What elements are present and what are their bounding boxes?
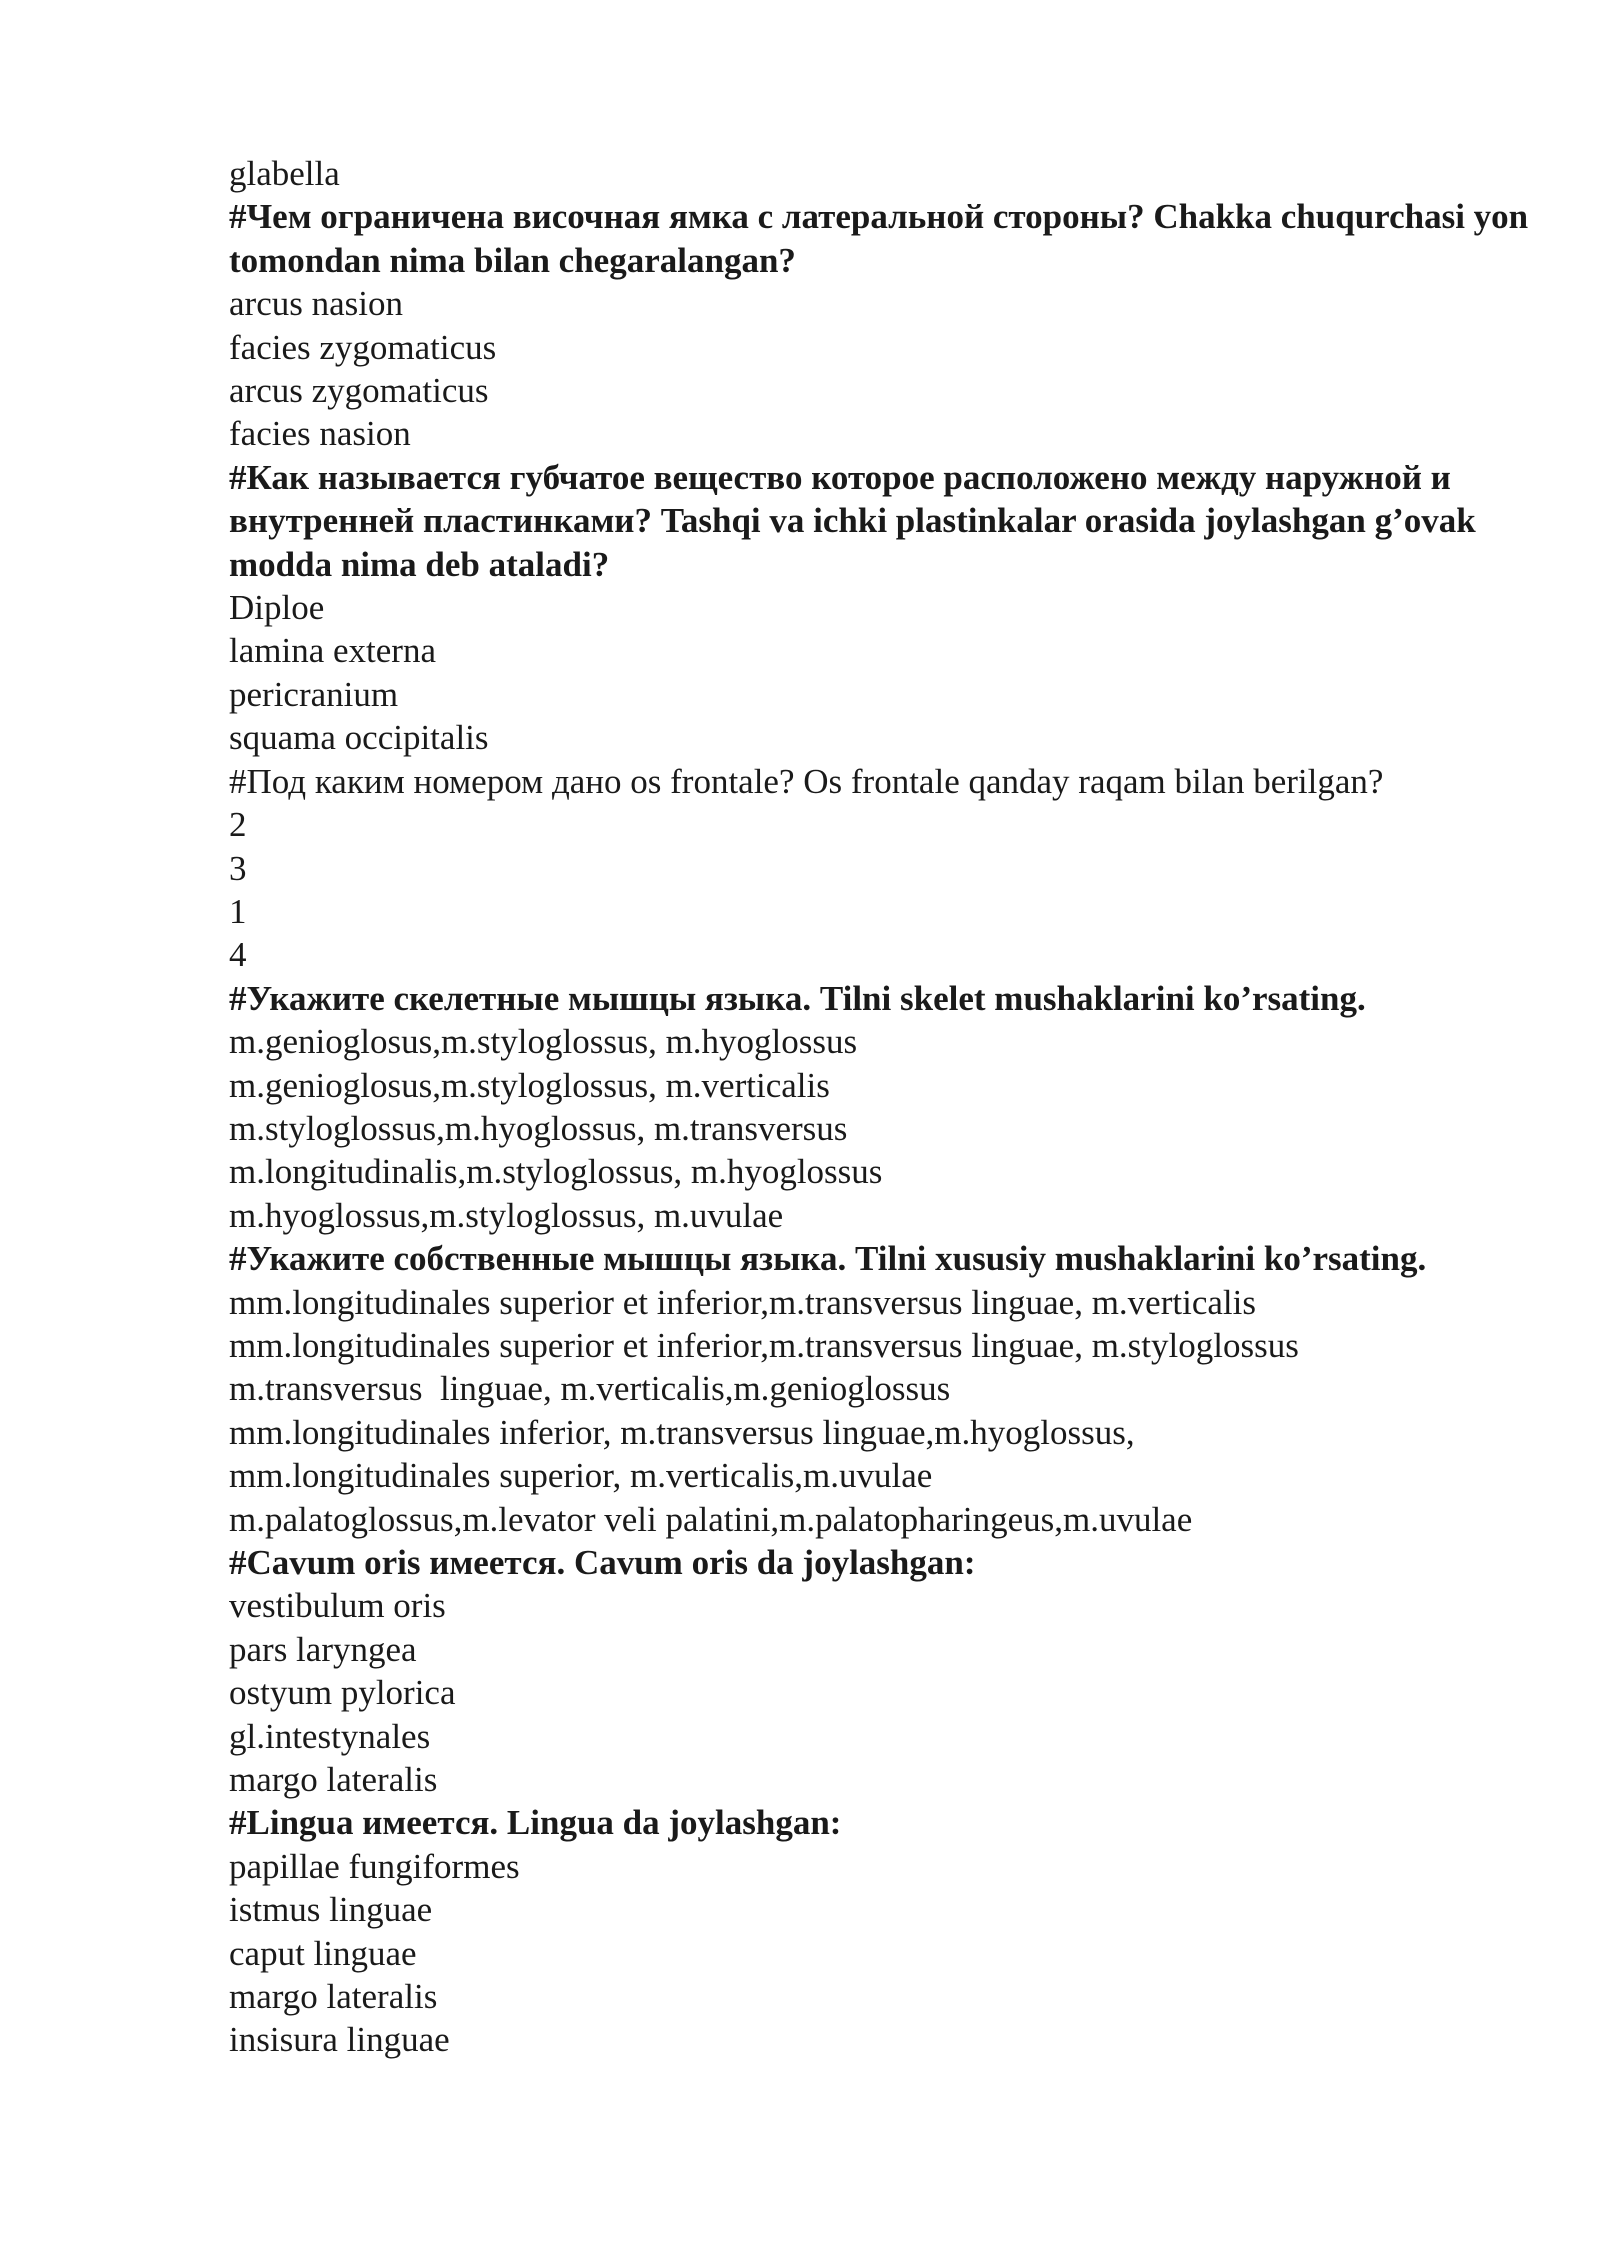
document-page [229,152,1529,2062]
answer-option: arcus nasion [229,284,403,324]
answer-option: mm.longitudinales superior, m.verticalis,m.uvulae [229,1456,933,1496]
answer-option: m.hyoglossus,m.styloglossus, m.uvulae [229,1195,784,1235]
question-text: #Укажите собственные мышцы языка. Tilni xususiy mushaklarini ko’rsating. [229,1239,1427,1279]
answer-option: Diploe [229,588,325,628]
answer-option: m.styloglossus,m.hyoglossus, m.transversus [229,1108,848,1148]
answer-option: 1 [229,891,247,931]
answer-option: margo lateralis [229,1760,438,1800]
answer-option: caput linguae [229,1933,417,1973]
question-text: #Lingua имеется. Lingua da joylashgan: [229,1803,842,1843]
answer-option: mm.longitudinales inferior, m.transversus linguae,m.hyoglossus, [229,1412,1135,1452]
answer-option: mm.longitudinales superior et inferior,m.transversus linguae, m.verticalis [229,1282,1256,1322]
question-block [229,195,1529,455]
answer-option: lamina externa [229,631,436,671]
answer-option: istmus linguae [229,1890,433,1930]
answer-option: squama occipitalis [229,718,489,758]
answer-option: m.palatoglossus,m.levator veli palatini,m.palatopharingeus,m.uvulae [229,1499,1193,1539]
answer-option: m.longitudinalis,m.styloglossus, m.hyoglossus [229,1152,883,1192]
question-block [229,760,1529,977]
answer-option: m.genioglosus,m.styloglossus, m.hyoglossus [229,1022,858,1062]
answer-option: pericranium [229,674,399,714]
question-block [229,1237,1529,1541]
answer-option: 4 [229,935,247,975]
question-text: #Cavum oris имеется. Cavum oris da joylashgan: [229,1543,976,1582]
answer-option: gl.intestynales [229,1716,431,1756]
answer-option: ostyum pylorica [229,1673,456,1713]
answer-option: facies zygomaticus [229,327,497,367]
answer-option: 3 [229,848,247,888]
lead-answer: glabella [229,154,340,193]
answer-option: insisura linguae [229,2020,450,2060]
question-block [229,1541,1529,1801]
question-block [229,1801,1529,2061]
question-text: #Чем ограничена височная ямка с латеральной стороны? Chakka chuqurchasi yon tomondan nima bilan chegaralangan? [229,197,1529,280]
question-text: #Под каким номером дано os frontale? Os frontale qanday raqam bilan berilgan? [229,761,1384,801]
question-block [229,977,1529,1237]
answer-option: facies nasion [229,414,411,454]
answer-option: arcus zygomaticus [229,371,489,411]
answer-option: vestibulum oris [229,1586,446,1626]
answer-option: m.transversus linguae, m.verticalis,m.genioglossus [229,1369,951,1409]
answer-option: margo lateralis [229,1977,438,2017]
question-text: #Как называется губчатое вещество которое расположено между наружной и внутренней пластинками? Tashqi va ichki plastinkalar orasida joylashgan g’ovak modda nima deb ataladi? [229,457,1476,584]
answer-option: mm.longitudinales superior et inferior,m.transversus linguae, m.styloglossus [229,1325,1299,1365]
question-block [229,456,1529,760]
answer-option: 2 [229,805,247,845]
answer-option: m.genioglosus,m.styloglossus, m.verticalis [229,1065,830,1105]
answer-option: papillae fungiformes [229,1846,520,1886]
question-text: #Укажите скелетные мышцы языка. Tilni skelet mushaklarini ko’rsating. [229,978,1366,1018]
answer-option: pars laryngea [229,1629,417,1669]
